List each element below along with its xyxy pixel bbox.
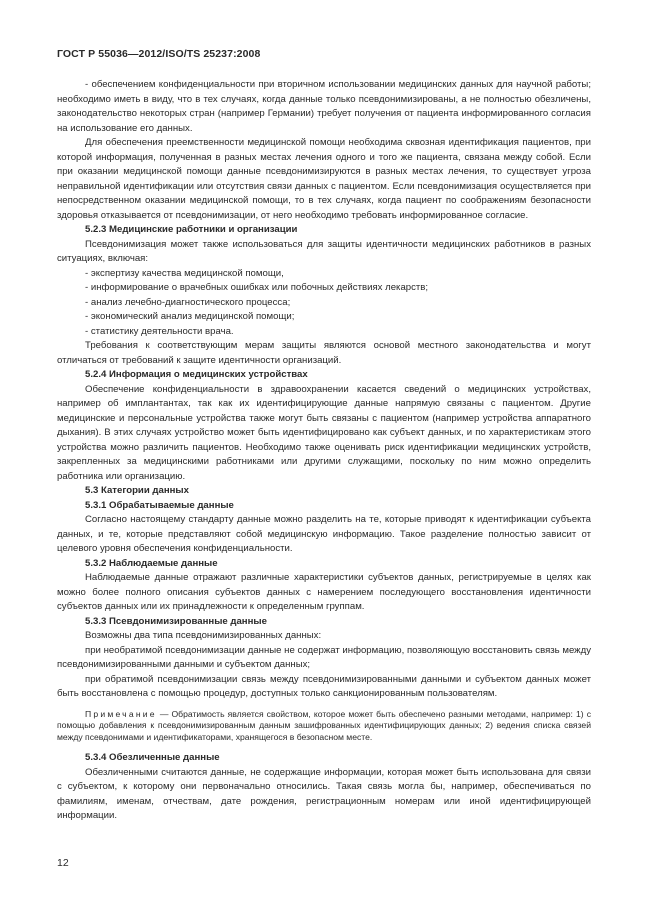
list-item: - статистику деятельности врача. (85, 325, 234, 337)
list-item: - информирование о врачебных ошибках или побочных действиях лекарств; (85, 282, 429, 293)
note-text: — Обратимость является свойством, которое может быть обеспечено разными методами, например: 1) с помощью добавления к псевдонимизированным данным зашифрованных идентифицирующих данных; 2) ведения списка связей между псевдонимами и идентификаторами, хранящегося в безопасном месте. (57, 708, 591, 742)
section-heading-5-3-3: 5.3.3 Псевдонимизированные данные (85, 615, 267, 627)
paragraph: Обезличенными считаются данные, не содержащие информации, которая может быть использована для связи с субъектом, к которому они первоначально относились. Такая связь могла бы, например, обеспечиваться по фамилиям, именам, отчествам, дате рождения, регистрационным номерам или иной идентифицирующей информации. (57, 766, 591, 821)
document-header: ГОСТ Р 55036—2012/ISO/TS 25237:2008 (57, 48, 261, 60)
section-heading-5-3: 5.3 Категории данных (85, 485, 189, 496)
section-heading-5-2-4: 5.2.4 Информация о медицинских устройствах (85, 369, 308, 380)
page-number: 12 (57, 857, 69, 869)
section-heading-5-3-4: 5.3.4 Обезличенные данные (85, 752, 220, 763)
paragraph: Наблюдаемые данные отражают различные характеристики субъектов данных, регистрируемые в целях как можно более полного описания субъектов данных с намерением последующего восстановления идентичности субъектов данных или их принадлежности к определенным группам. (57, 572, 591, 612)
section-heading-5-3-1: 5.3.1 Обрабатываемые данные (85, 499, 234, 511)
paragraph: Согласно настоящему стандарту данные можно разделить на те, которые приводят к идентификации субъекта данных, и те, которые представляют собой медицинскую информацию. Такое разделение полностью зависит от целевого уровня обеспечения конфиденциальности. (57, 514, 591, 554)
section-heading-5-2-3: 5.2.3 Медицинские работники и организации (85, 224, 298, 235)
document-body (57, 78, 591, 824)
paragraph: при необратимой псевдонимизации данные не содержат информацию, позволяющую восстановить связь между псевдонимизированными данными и субъектом данных; (57, 644, 591, 670)
list-item: - экспертизу качества медицинской помощи, (85, 267, 284, 279)
list-item: - анализ лечебно-диагностического процесса; (85, 296, 291, 308)
section-heading-5-3-2: 5.3.2 Наблюдаемые данные (85, 557, 218, 569)
paragraph: Обеспечение конфиденциальности в здравоохранении касается сведений о медицинских устройствах, например об имплантантах, так как их идентифицирующие данные напрямую связаны с пациентом. Другие медицинские и персональные устройства также могут быть связаны с пациентом (например устройства аппаратного дыхания). В этих случаях устройство может быть идентифицировано как субъект данных, и по характеристикам этого устройства можно различить пациентов. Необходимо также оценивать риск идентификации медицинских устройств, закрепленных за медицинскими работниками или другими служащими, поскольку по ним можно определить работника или организацию. (57, 383, 591, 482)
paragraph: Возможны два типа псевдонимизированных данных: (85, 630, 322, 641)
paragraph: при обратимой псевдонимизации связь между псевдонимизированными данными и субъектом данных может быть восстановлена с помощью процедур, доступных только санкционированным пользователям. (57, 673, 591, 699)
note-label: Примечание (85, 708, 157, 719)
paragraph: Для обеспечения преемственности медицинской помощи необходима сквозная идентификация пациентов, при которой информация, полученная в разных местах лечения одного и того же пациента, связана между собой. Если при оказании медицинской помощи данные псевдонимизируются в разных местах лечения, то существует угроза неправильной идентификации или отсутствия связи данных с пациентом. Если псевдонимизация осуществляется при непосредственном оказании медицинской помощи, то в тех случаях, когда пациент по соображениям безопасности здоровья отказывается от псевдонимизации, от него необходимо требовать информированное согласие. (57, 137, 591, 221)
paragraph: Требования к соответствующим мерам защиты являются основой местного законодательства и могут отличаться от требований к защите идентичности организаций. (57, 340, 591, 366)
note (57, 709, 591, 744)
list-item: - экономический анализ медицинской помощи; (85, 311, 295, 322)
paragraph: Псевдонимизация может также использоваться для защиты идентичности медицинских работников в разных ситуациях, включая: (57, 238, 591, 264)
paragraph: - обеспечением конфиденциальности при вторичном использовании медицинских данных для научной работы; необходимо иметь в виду, что в тех случаях, когда данные только псевдонимизированы, а не полностью обезличены, законодательство некоторых стран (например Германии) требует получения от пациента информированного согласия на использование его данных. (57, 79, 591, 134)
